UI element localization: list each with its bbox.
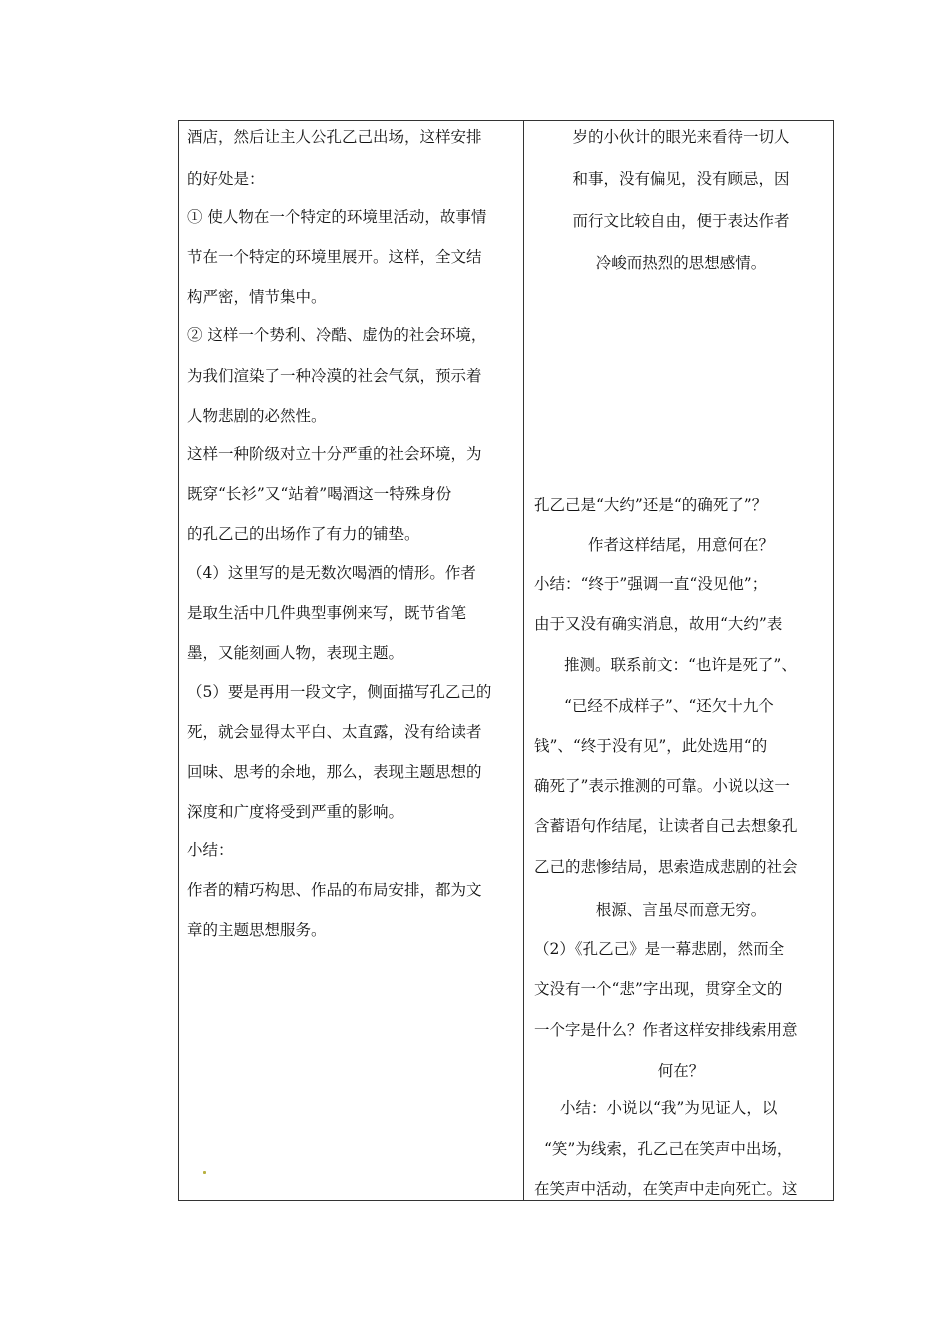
text-line: 构严密，情节集中。 <box>187 288 327 306</box>
text-line: 是取生活中几件典型事例来写，既节省笔 <box>187 604 467 622</box>
text-line: 作者的精巧构思、作品的布局安排，都为文 <box>187 881 482 899</box>
text-line: 文没有一个“悲”字出现，贯穿全文的 <box>534 980 783 998</box>
text-line: 孔乙己是“大约”还是“的确死了”？ <box>534 496 768 514</box>
text-line: 的好处是： <box>187 170 265 188</box>
text-line: 何在？ <box>657 1062 705 1080</box>
text-line: （2）《孔乙己》是一幕悲剧，然而全 <box>534 940 785 958</box>
text-line: 为我们渲染了一种冷漠的社会气氛，预示着 <box>187 367 482 385</box>
text-line: 既穿“长衫”又“站着”喝酒这一特殊身份 <box>187 485 452 503</box>
text-line: （4）这里写的是无数次喝酒的情形。作者 <box>187 564 476 582</box>
text-line: ② 这样一个势利、冷酷、虚伪的社会环境， <box>187 326 487 344</box>
text-line: 小结： <box>187 841 234 859</box>
text-line: 而行文比较自由，便于表达作者 <box>572 212 790 230</box>
lesson-table <box>178 120 834 1201</box>
text-line: 乙己的悲惨结局，思索造成悲剧的社会 <box>534 858 798 876</box>
text-line: 人物悲剧的必然性。 <box>187 407 327 425</box>
text-line: 钱”、“终于没有见”，此处选用“的 <box>534 737 768 755</box>
text-line: 深度和广度将受到严重的影响。 <box>187 803 405 821</box>
text-line: 酒店，然后让主人公孔乙己出场，这样安排 <box>187 128 482 146</box>
text-line: “已经不成样子”、“还欠十九个 <box>564 697 774 715</box>
column-divider <box>523 121 524 1200</box>
text-line: （5）要是再用一段文字，侧面描写孔乙己的 <box>187 683 492 701</box>
text-line: 作者这样结尾，用意何在？ <box>587 536 774 554</box>
text-line: 推测。联系前文：“也许是死了”、 <box>564 656 797 674</box>
text-line: 和事，没有偏见，没有顾忌，因 <box>572 170 790 188</box>
text-line: 节在一个特定的环境里展开。这样，全文结 <box>187 248 482 266</box>
text-line: 小结：“终于”强调一直“没见他”； <box>534 575 768 593</box>
text-line: 回味、思考的余地，那么，表现主题思想的 <box>187 763 482 781</box>
text-line: 由于又没有确实消息，故用“大约”表 <box>534 615 783 633</box>
text-line: 含蓄语句作结尾，让读者自己去想象孔 <box>534 817 798 835</box>
text-line: 在笑声中活动，在笑声中走向死亡。这 <box>534 1180 798 1198</box>
text-line: 确死了”表示推测的可靠。小说以这一 <box>534 777 790 795</box>
text-line: 的孔乙己的出场作了有力的铺垫。 <box>187 525 420 543</box>
text-line: 一个字是什么？作者这样安排线索用意 <box>534 1021 798 1039</box>
text-line: 岁的小伙计的眼光来看待一切人 <box>572 128 790 146</box>
text-line: “笑”为线索，孔乙己在笑声中出场， <box>544 1140 793 1158</box>
text-line: 冷峻而热烈的思想感情。 <box>595 254 767 272</box>
text-line: 墨，又能刻画人物，表现主题。 <box>187 644 405 662</box>
text-line: 根源、言虽尽而意无穷。 <box>595 901 767 919</box>
text-line: 章的主题思想服务。 <box>187 921 327 939</box>
text-line: ① 使人物在一个特定的环境里活动，故事情 <box>187 208 487 226</box>
text-line: 这样一种阶级对立十分严重的社会环境，为 <box>187 445 482 463</box>
text-line: 小结：小说以“我”为见证人，以 <box>560 1099 778 1117</box>
scan-mark-dot <box>203 1171 206 1174</box>
text-line: 死，就会显得太平白、太直露，没有给读者 <box>187 723 482 741</box>
